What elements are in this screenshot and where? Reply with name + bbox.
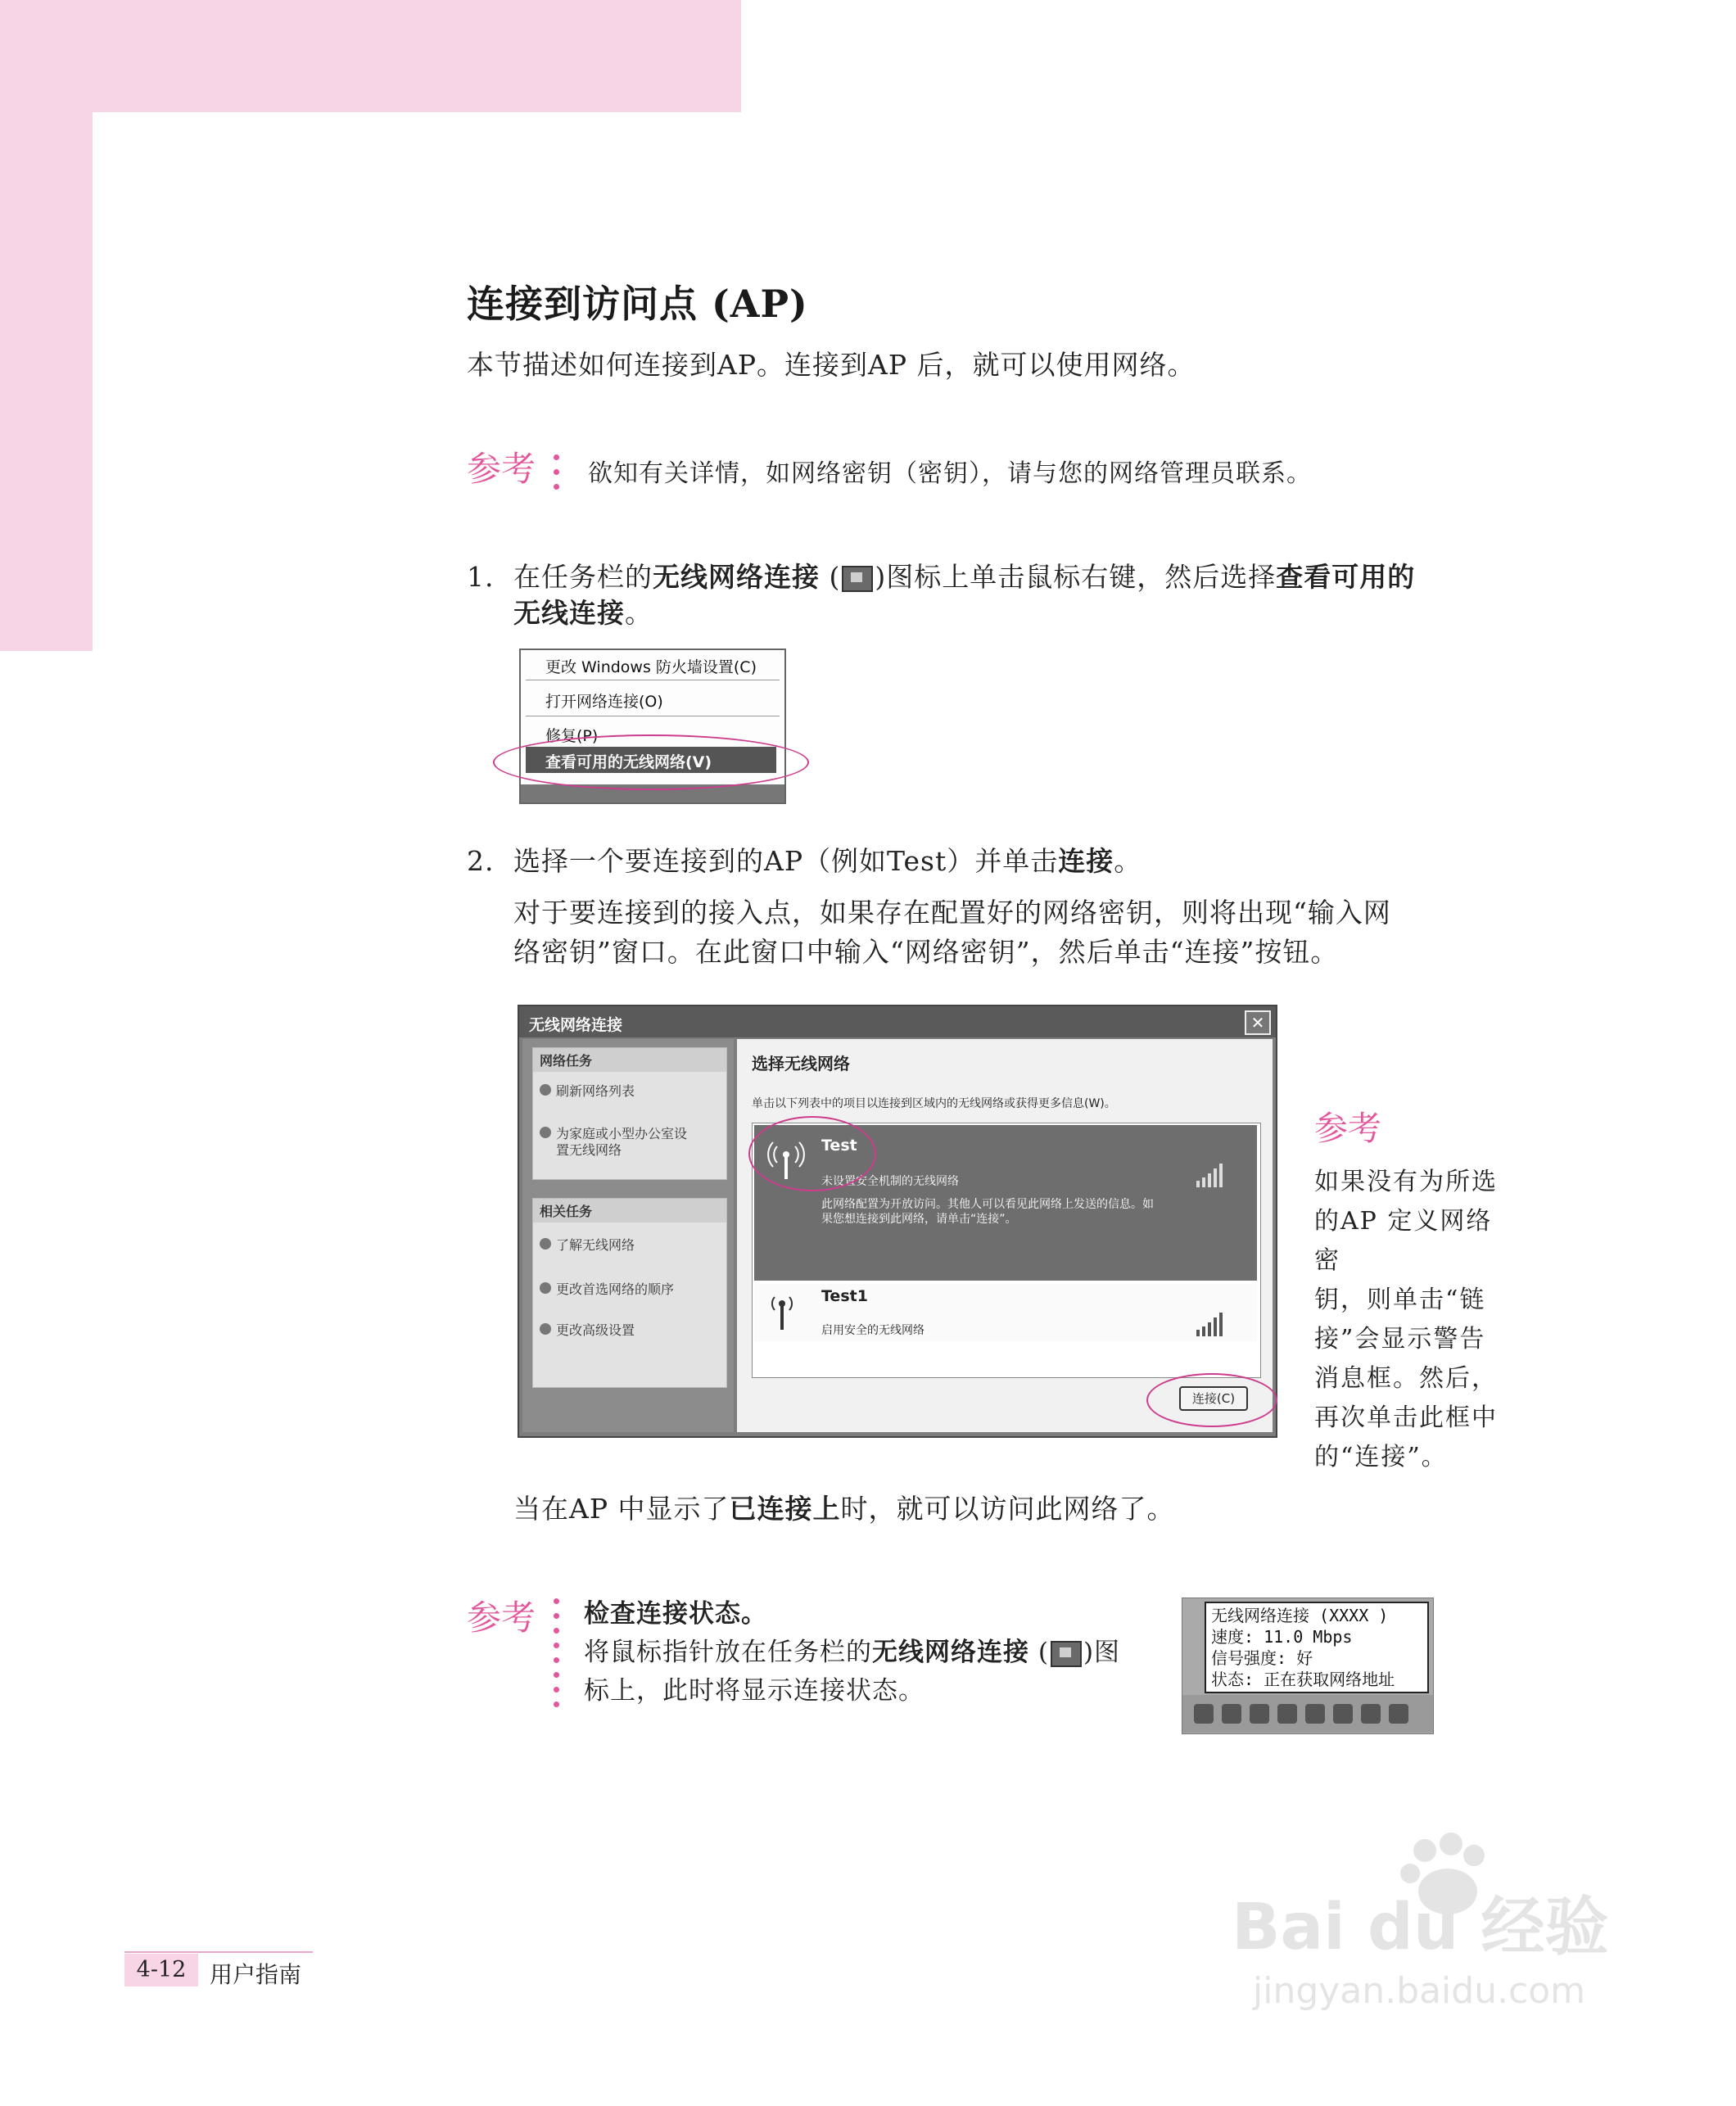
tooltip-line: 状态: 正在获取网络地址: [1211, 1670, 1395, 1689]
connect-button[interactable]: 连接(C): [1179, 1386, 1248, 1411]
close-icon[interactable]: ✕: [1245, 1010, 1271, 1035]
status-tooltip: [1205, 1602, 1429, 1693]
network-name: Test1: [821, 1287, 868, 1305]
page-number: 4-12: [124, 1954, 198, 1986]
side-note-text: [1314, 1163, 1511, 1477]
network-desc-line1: 此网络配置为开放访问。其他人可以看见此网络上发送的信息。如: [821, 1198, 1154, 1211]
highlight-ellipse: [493, 734, 809, 790]
network-status: 未设置安全机制的无线网络: [821, 1175, 959, 1188]
bold-term: 已连接上: [729, 1493, 841, 1525]
wireless-dialog-screenshot: [518, 1005, 1277, 1438]
pink-header-band: [0, 0, 741, 112]
side-note-line: 接”会显示警告: [1314, 1325, 1486, 1354]
display-icon[interactable]: [1305, 1704, 1325, 1724]
setup-icon: [540, 1127, 551, 1138]
side-note-label: 参考: [1314, 1109, 1381, 1148]
section-intro: 本节描述如何连接到AP。连接到AP 后，就可以使用网络。: [467, 349, 1196, 381]
dialog-titlebar: [519, 1006, 1276, 1037]
related-tasks-panel: [532, 1198, 727, 1388]
step-1-text: 在任务栏的无线网络连接 ( )图标上单击鼠标右键，然后选择查看可用的 无线连接。: [513, 561, 1416, 629]
task-learn-wireless[interactable]: 了解无线网络: [556, 1237, 635, 1253]
step-text: 选择一个要连接到的AP（例如Test）并单击: [513, 845, 1059, 877]
dialog-title: 无线网络连接: [529, 1016, 623, 1034]
step-text: 。: [1114, 845, 1142, 877]
footer-rule: [124, 1951, 313, 1953]
dialog-main-pane: [737, 1039, 1273, 1432]
side-note-line: 钥，则单击“链: [1314, 1286, 1486, 1314]
signal-strength-icon: [1196, 1312, 1229, 1336]
note-text-part: 标上，此时将显示连接状态。: [584, 1676, 925, 1706]
note-label: 参考: [467, 1598, 536, 1638]
step-2-para-line2: 络密钥”窗口。在此窗口中输入“网络密钥”，然后单击“连接”按钮。: [513, 936, 1339, 968]
signal-strength-icon: [1196, 1163, 1229, 1187]
note-dots: [554, 454, 562, 499]
body-text: 当在AP 中显示了: [513, 1493, 730, 1525]
note-text-part: 将鼠标指针放在任务栏的: [584, 1638, 872, 1667]
wireless-connection-icon: [842, 566, 873, 592]
tray-icon[interactable]: [1389, 1704, 1408, 1724]
side-note-line: 再次单击此框中: [1314, 1403, 1498, 1432]
side-note-line: 的“连接”。: [1314, 1443, 1448, 1471]
network-item-test1[interactable]: [754, 1284, 1257, 1341]
note-dots: [554, 1598, 562, 1716]
system-tray: [1182, 1695, 1433, 1733]
menu-item-firewall[interactable]: 更改 Windows 防火墙设置(C): [545, 658, 757, 676]
note-heading: 检查连接状态。: [584, 1599, 767, 1629]
note-text-part: )图: [1083, 1638, 1121, 1667]
step-number: 2.: [467, 845, 495, 877]
bold-term: 查看可用的: [1276, 561, 1416, 593]
note-text: 欲知有关详情，如网络密钥（密钥），请与您的网络管理员联系。: [588, 459, 1312, 488]
network-name: Test: [821, 1137, 857, 1155]
wireless-connection-icon: [1051, 1641, 1082, 1667]
star-icon: [540, 1282, 551, 1294]
watermark-url: jingyan.baidu.com: [1253, 1970, 1586, 2012]
menu-item-open-connections[interactable]: 打开网络连接(O): [545, 693, 663, 711]
baidu-watermark: [1228, 1826, 1621, 2022]
menu-item-label: 查看可用的无线网络(V): [545, 753, 712, 771]
dialog-heading: 选择无线网络: [752, 1054, 850, 1073]
bold-term: 无线连接: [513, 597, 625, 629]
step-number: 1.: [467, 561, 495, 593]
bold-term: 无线网络连接: [653, 561, 820, 593]
network-icon[interactable]: [1222, 1704, 1241, 1724]
pink-side-band: [0, 0, 93, 651]
task-refresh-list[interactable]: 刷新网络列表: [556, 1083, 635, 1099]
watermark-logo: [1228, 1826, 1621, 2022]
wifi-icon[interactable]: [1361, 1704, 1381, 1724]
dialog-task-pane: [522, 1039, 734, 1432]
side-note-line: 的AP 定义网络密: [1314, 1207, 1493, 1275]
step-text: 在任务栏的: [513, 561, 653, 593]
highlight-ellipse: [748, 1116, 876, 1191]
task-advanced-settings[interactable]: 更改高级设置: [556, 1322, 635, 1338]
step-text: 。: [625, 597, 653, 629]
status-tooltip-screenshot: [1182, 1598, 1434, 1734]
watermark-brand: Bai du 经验: [1232, 1891, 1609, 1964]
side-note-line: 消息框。然后，: [1314, 1364, 1498, 1393]
bold-term: 连接: [1058, 845, 1114, 877]
section-title: 连接到访问点 (AP): [467, 282, 808, 326]
settings-icon: [540, 1323, 551, 1335]
note-label: 参考: [467, 449, 536, 489]
footer-label: 用户指南: [210, 1961, 302, 1988]
info-icon: [540, 1238, 551, 1250]
tooltip-line: 无线网络连接 (XXXX ): [1211, 1606, 1389, 1625]
refresh-icon: [540, 1084, 551, 1096]
tray-icon[interactable]: [1250, 1704, 1269, 1724]
shield-icon[interactable]: [1277, 1704, 1297, 1724]
bold-term: 无线网络连接: [872, 1638, 1029, 1667]
network-tasks-panel: [532, 1047, 727, 1180]
highlight-ellipse: [1146, 1373, 1277, 1427]
dialog-instruction: 单击以下列表中的项目以连接到区域内的无线网络或获得更多信息(W)。: [752, 1097, 1116, 1110]
network-desc-line2: 果您想连接到此网络，请单击“连接”。: [821, 1213, 1017, 1226]
step-2-text: [513, 843, 1142, 879]
panel-title: 网络任务: [533, 1048, 726, 1072]
side-note-line: 如果没有为所选: [1314, 1168, 1498, 1196]
tooltip-line: 速度: 11.0 Mbps: [1211, 1627, 1353, 1647]
speaker-icon[interactable]: [1194, 1704, 1214, 1724]
panel-title: 相关任务: [533, 1199, 726, 1222]
step-text: )图标上单击鼠标右键，然后选择: [875, 561, 1277, 593]
task-setup-network[interactable]: 为家庭或小型办公室设: [556, 1126, 688, 1141]
body-text: 时，就可以访问此网络了。: [840, 1493, 1175, 1525]
wireless-antenna-icon: [766, 1289, 798, 1335]
tooltip-line: 信号强度: 好: [1211, 1648, 1313, 1668]
task-change-order[interactable]: 更改首选网络的顺序: [556, 1281, 675, 1297]
step-2-para-line1: 对于要连接到的接入点，如果存在配置好的网络密钥，则将出现“输入网: [513, 897, 1391, 929]
task-setup-network-cont[interactable]: 置无线网络: [556, 1142, 622, 1158]
network-status: 启用安全的无线网络: [821, 1324, 925, 1337]
tray-icon[interactable]: [1333, 1704, 1353, 1724]
menu-item-repair[interactable]: 修复(P): [545, 727, 599, 745]
connected-text: [513, 1488, 1175, 1526]
note-text: 检查连接状态。 将鼠标指针放在任务栏的无线网络连接 ( )图 标上，此时将显示连接状态。: [584, 1595, 1120, 1711]
